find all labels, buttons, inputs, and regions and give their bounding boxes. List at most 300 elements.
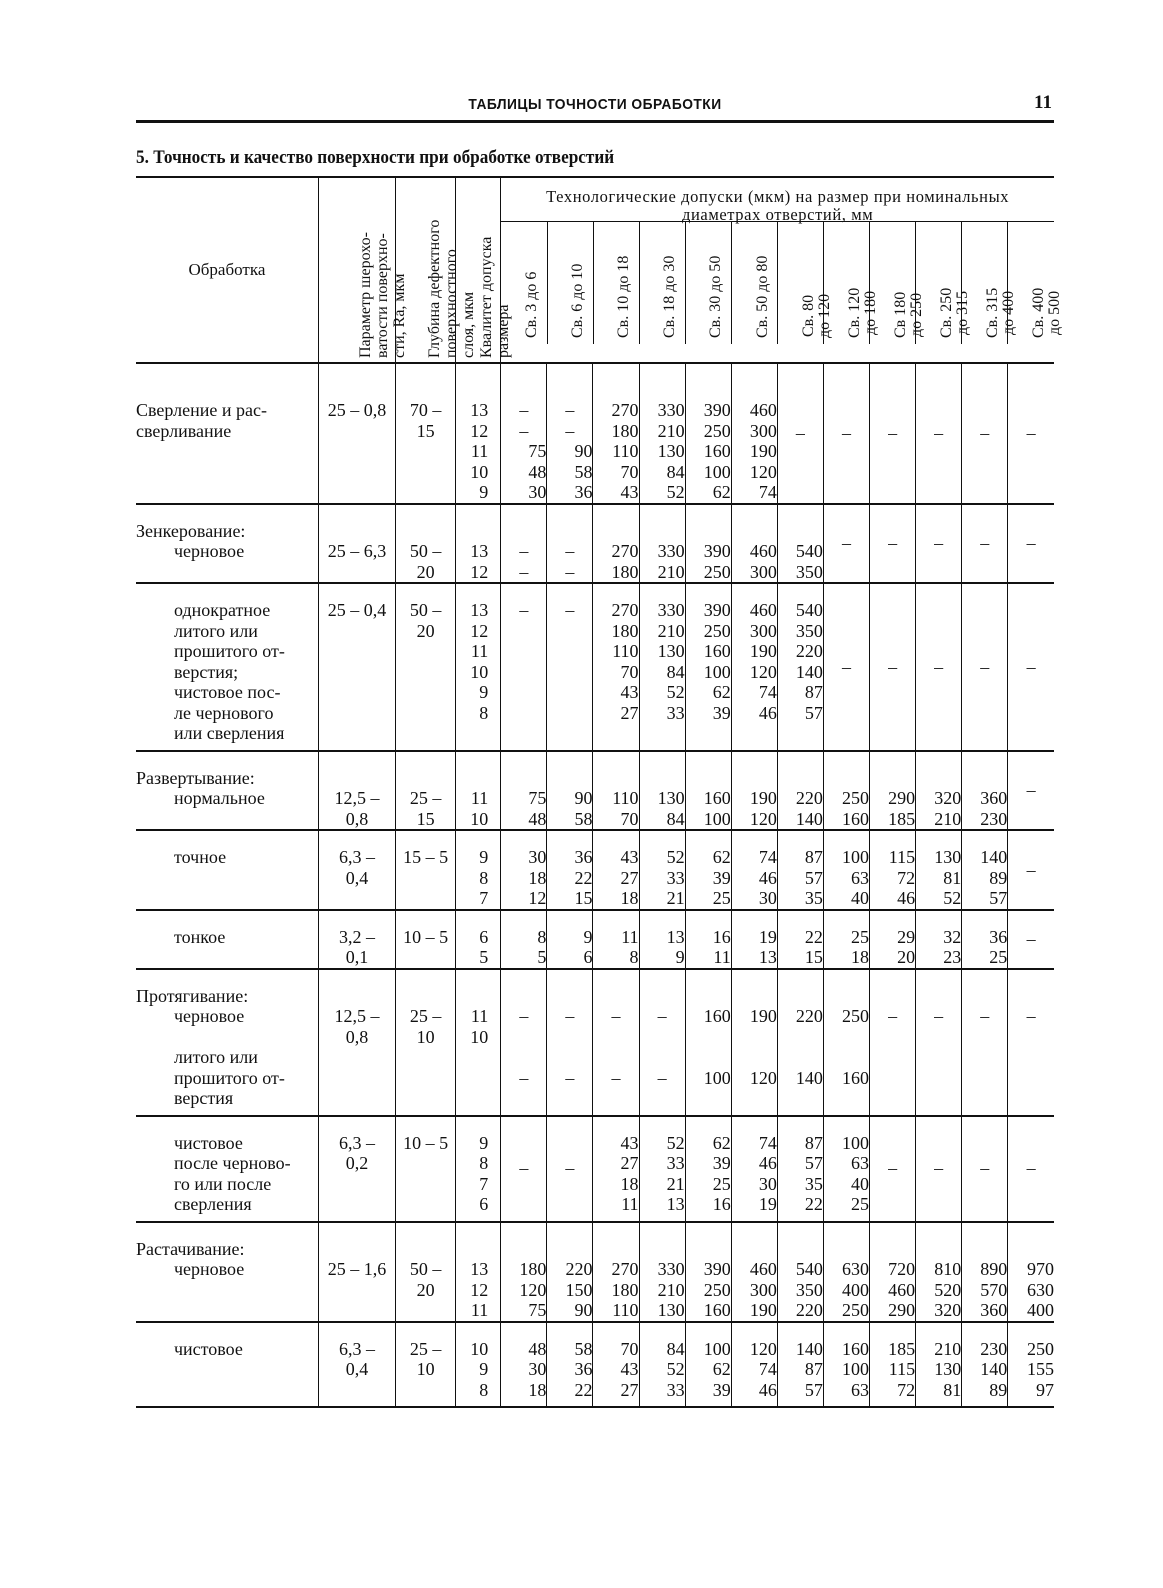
page-number: 11 [1034,92,1052,113]
tolerance-value: – [1026,1006,1036,1026]
roughness-value: 0,1 [345,947,369,967]
tolerance-value: 520 [934,1279,962,1300]
grade-value: 13 [470,600,489,620]
tolerance-value: 120 [749,461,777,482]
tolerance-value: 35 [804,1173,823,1194]
tolerance-dash: – [934,423,944,443]
roughness-cell [318,751,395,831]
tolerance-value [778,1027,823,1048]
depth-value: 15 [416,420,435,441]
tolerance-value: 210 [657,420,685,441]
tolerance-value: 22 [804,1194,823,1214]
tolerance-value: – [565,1006,575,1026]
tolerance-cell [823,830,869,910]
diameter-label [616,256,632,338]
operation-line: го или после [174,1173,272,1194]
tolerance-cell [731,830,777,910]
tolerance-value: 25 [712,1173,731,1194]
header-diameter-7 [778,222,833,344]
tolerance-value: 210 [934,808,962,829]
grade-cell [456,1116,501,1222]
grade-value: 10 [470,808,489,829]
tolerance-cell [593,969,639,1116]
tolerance-value: 36 [574,847,593,867]
operation-line: Растачивание: [136,1238,245,1259]
tolerance-cell [593,830,639,910]
tolerance-value: 220 [795,788,823,808]
tolerance-cell [731,1222,777,1322]
tolerance-cell [547,1322,593,1408]
tolerance-value: – [519,1006,529,1026]
tolerance-cell [501,910,547,969]
grade-value: 10 [470,661,489,682]
tolerance-value: 6 [583,947,593,967]
header-line: ватости поверхно- [373,233,391,358]
diameter-line: до 400 [999,290,1017,335]
diameter-label [570,264,586,338]
tolerance-value: 390 [703,541,731,561]
tolerance-value: 90 [574,788,593,808]
tolerance-value [778,1047,823,1068]
tolerance-value: 130 [657,641,685,661]
roughness-value: 6,3 – [338,847,375,867]
header-line: Квалитет допуска [478,236,496,358]
grade-value: 8 [479,702,489,723]
tolerance-cell [501,583,547,751]
header-diameter-11 [962,222,1017,344]
tolerance-cell [639,910,685,969]
diameter-line: Св. 50 до 80 [753,255,771,338]
diameter-line: до 500 [1046,290,1064,335]
tolerance-value: 250 [703,1279,731,1300]
tolerance-cell [1008,1116,1054,1222]
operation-line: или сверления [174,723,285,743]
tolerance-value: 180 [611,1279,639,1300]
tolerance-dash: – [980,423,990,443]
tolerance-value: 46 [758,1379,777,1400]
tolerance-value: 190 [749,1300,777,1320]
tolerance-cell [823,910,869,969]
tolerance-cell [593,751,639,831]
tolerance-value: 72 [897,1379,916,1400]
tolerance-cell [731,583,777,751]
diameter-label [1031,288,1063,338]
tolerance-cell [593,1116,639,1222]
tolerance-dash: – [934,1158,944,1179]
tolerance-dash: – [888,656,898,677]
tolerance-cell [547,583,593,751]
tolerance-value: 570 [980,1279,1008,1300]
tolerance-value [501,1027,546,1048]
tolerance-value: 100 [842,1359,870,1379]
roughness-value: 0,8 [345,1026,369,1047]
operation-line: ле чернового [174,702,274,723]
header-diameter-1 [501,222,547,344]
tolerance-value: 46 [758,1153,777,1173]
header-diameter-12 [1008,222,1064,344]
tolerance-value: 390 [703,1259,731,1279]
tolerance-cell [501,1222,547,1322]
grade-value: 12 [470,1279,489,1300]
operation-line: прошитого от- [174,641,285,661]
tolerance-cell [777,1322,823,1408]
operation-cell [136,1322,318,1408]
tolerance-value: 57 [804,1379,823,1400]
tolerance-value: 970 [1027,1259,1054,1279]
tolerance-value: 110 [612,641,639,661]
tolerance-cell [1008,363,1054,504]
tolerance-value: 360 [980,788,1008,808]
tolerance-cell [547,969,593,1116]
operation-line: литого или [174,1047,258,1067]
tolerance-value: 890 [980,1259,1008,1279]
tolerance-cell [916,1322,962,1408]
tolerance-cell [593,583,639,751]
depth-value: 20 [416,561,435,582]
tolerance-value: 320 [934,788,962,808]
tolerance-value: 40 [851,888,870,908]
tolerance-value: 300 [749,620,777,641]
tolerance-cell [731,504,777,584]
tolerance-cell [870,504,916,584]
tolerance-cell [777,969,823,1116]
tolerance-dash: – [795,423,805,443]
table-row [136,1116,1054,1222]
tolerance-dash: – [980,656,990,677]
depth-value: 25 – [409,1006,442,1026]
grade-value: 8 [479,1379,489,1400]
tolerance-cell [639,1116,685,1222]
tolerance-value: 155 [1027,1359,1054,1379]
table-caption: 5. Точность и качество поверхности при обработке отверстий [136,148,615,168]
tolerance-cell [870,1322,916,1408]
grade-cell [456,363,501,504]
tolerance-cell [777,1116,823,1222]
tolerance-value: 39 [712,867,731,888]
tolerance-cell [823,969,869,1116]
tolerance-value: 390 [703,600,731,620]
roughness-cell [318,363,395,504]
tolerance-cell [685,1222,731,1322]
tolerance-value: 180 [611,620,639,641]
tolerance-value: 250 [842,1300,870,1320]
tolerance-value: 30 [758,1173,777,1194]
tolerance-value: 160 [703,441,731,461]
tolerance-value: 180 [611,561,639,582]
table-row [136,583,1054,751]
tolerance-value: 100 [703,1067,731,1088]
tolerance-cell [593,363,639,504]
tolerance-value: 63 [851,1379,870,1400]
tolerance-value: 250 [703,620,731,641]
tolerance-value: 8 [537,926,547,947]
roughness-value: 25 – 6,3 [327,541,387,561]
tolerance-value [501,1047,546,1068]
diameter-label [755,256,771,338]
tolerance-value: 87 [804,1359,823,1379]
tolerance-value: 90 [574,441,593,461]
tolerance-cell [823,363,869,504]
diameter-line: Св. 250 [937,287,955,338]
tolerance-cell [1008,910,1054,969]
tolerance-value: 810 [934,1259,962,1279]
tolerance-cell [916,504,962,584]
tolerance-cell [1008,751,1054,831]
tolerance-dash: – [841,533,851,553]
grade-value: 13 [470,541,489,561]
tolerance-value: 100 [842,1132,870,1153]
tolerance-cell [823,751,869,831]
diameter-label [524,272,540,338]
tolerance-value: 46 [897,888,916,908]
tolerance-value: 52 [666,482,685,502]
diameter-line: Св. 3 до 6 [523,271,541,338]
depth-cell [396,504,456,584]
tolerance-value: 130 [934,847,962,867]
grade-value: 12 [470,420,489,441]
tolerance-cell [916,910,962,969]
tolerance-cell [777,910,823,969]
tolerance-cell [685,1116,731,1222]
tolerance-value: 350 [795,1279,823,1300]
operation-line: сверления [174,1194,252,1214]
header-line: слоя, мкм [459,291,477,358]
tolerance-cell [870,969,916,1116]
tolerance-value: 220 [795,641,823,661]
roughness-cell [318,1116,395,1222]
header-line: размера [495,304,513,358]
tolerance-value: 13 [666,1194,685,1214]
operation-line: Сверление и рас- [136,400,267,420]
tolerance-cell [731,910,777,969]
tolerance-value: 75 [528,788,547,808]
tolerance-cell [731,363,777,504]
tolerance-value: – [519,420,529,441]
tolerance-value: – [980,1006,990,1026]
tolerance-cell [916,1116,962,1222]
tolerance-value: 140 [795,661,823,682]
grade-cell [456,910,501,969]
tolerance-cell [870,363,916,504]
tolerance-value: – [565,1067,575,1088]
tolerance-value: 16 [712,1194,731,1214]
tolerance-value: 40 [851,1173,870,1194]
header-diameter-3 [593,222,639,344]
tolerance-dash: – [934,656,944,677]
tolerance-dash: – [888,533,898,553]
tolerance-value: 29 [897,926,916,947]
tolerance-cell [777,363,823,504]
tolerance-value: 84 [666,661,685,682]
tolerance-cell [639,363,685,504]
tolerance-value: 400 [842,1279,870,1300]
tolerance-cell [1008,969,1054,1116]
tolerance-value: 140 [980,847,1008,867]
operation-line: верстия; [174,661,239,682]
tolerance-cell [501,504,547,584]
tolerance-value: – [611,1067,621,1088]
tolerance-value: 89 [989,867,1008,888]
tolerance-value: 250 [842,788,870,808]
header-roughness [318,177,408,363]
tolerance-value: 300 [749,1279,777,1300]
tolerance-value: 350 [795,561,823,582]
tolerance-dash: – [980,533,990,553]
tolerance-cell [501,1116,547,1222]
tolerance-cell [962,830,1008,910]
header-line: Параметр шерохо- [356,232,374,358]
tolerance-value: 97 [1036,1379,1054,1400]
tolerance-value [640,1047,685,1068]
tolerance-cell [870,1116,916,1222]
tolerance-value: 30 [528,1359,547,1379]
tolerance-value: 220 [795,1006,823,1026]
tolerance-value: 130 [934,1359,962,1379]
diameter-line: Св. 18 до 30 [661,255,679,338]
tolerance-value: 9 [583,926,593,947]
depth-value: 10 [416,1359,435,1379]
tolerance-value: – [565,400,575,420]
tolerance-value: – [519,600,529,620]
tolerance-cell [685,504,731,584]
tolerance-value: 57 [804,1153,823,1173]
tolerance-cell [1008,830,1054,910]
tolerance-value: 190 [749,441,777,461]
tolerance-value: 160 [703,1006,731,1026]
tolerance-value: 75 [528,1300,547,1320]
header-diameter-4 [639,222,685,344]
tolerance-value: 185 [888,808,916,829]
tolerance-cell [639,969,685,1116]
tolerance-value: 87 [804,682,823,702]
depth-value: 15 [416,808,435,829]
grade-value: 11 [470,1300,489,1320]
tolerance-value: 540 [795,1259,823,1279]
operation-cell [136,830,318,910]
tolerance-cell [962,504,1008,584]
tolerance-value: 52 [666,1359,685,1379]
tolerance-value [593,1047,638,1068]
tolerance-value: 250 [703,561,731,582]
tolerance-cell [639,583,685,751]
tolerance-cell [870,1222,916,1322]
tolerance-value: 190 [749,788,777,808]
tolerance-value: 19 [758,1194,777,1214]
tolerance-value: 33 [666,867,685,888]
tolerance-value: 110 [612,441,639,461]
tolerance-value: 320 [934,1300,962,1320]
grade-value: 9 [479,1359,489,1379]
tolerance-value: – [565,420,575,441]
operation-line: Протягивание: [136,985,249,1006]
operation-line: чистовое [174,1132,243,1153]
tolerance-value: 11 [621,1194,639,1214]
diameter-line: Св 180 [891,291,909,338]
tolerance-dash: – [980,1158,990,1179]
tolerance-value: 100 [703,461,731,482]
grade-value: 12 [470,561,489,582]
tolerance-value: – [565,600,575,620]
tolerance-cell [962,1116,1008,1222]
tolerance-cell [547,363,593,504]
tolerance-value: 70 [620,461,639,482]
header-diameter-10 [916,222,971,344]
tolerance-value: 84 [666,1338,685,1359]
grade-value: 7 [479,888,489,908]
tolerance-value [547,1047,592,1068]
table-row [136,751,1054,831]
tolerance-value: 58 [574,461,593,482]
tolerance-value: 270 [611,541,639,561]
tolerance-cell [593,504,639,584]
tolerance-cell [823,504,869,584]
grade-value: 11 [470,641,489,661]
tolerance-value: 13 [758,947,777,967]
tolerance-value: 230 [980,1338,1008,1359]
tolerance-value: 74 [758,682,777,702]
tolerance-value: 9 [675,947,685,967]
header-row [136,177,1054,363]
tolerance-dash: – [1026,423,1036,443]
tolerance-value: 100 [842,847,870,867]
header-line: поверхностного [442,249,460,358]
header-tolerances [501,177,1064,363]
tolerance-value: 33 [666,702,685,723]
tolerance-cell [685,751,731,831]
tolerance-value [686,1027,731,1048]
tolerance-cell [777,504,823,584]
tolerance-value: 32 [943,926,962,947]
tolerance-value: 160 [703,641,731,661]
tolerance-value: 25 [712,888,731,908]
grade-value: 11 [470,788,489,808]
tolerance-value: 74 [758,1132,777,1153]
tolerance-value: 115 [888,847,916,867]
roughness-value: 25 – 0,4 [327,600,387,620]
tolerance-value: 18 [620,1173,639,1194]
operation-line: черновое [174,541,245,561]
tolerance-cell [916,830,962,910]
operation-line: тонкое [174,926,226,947]
tolerance-value: 130 [657,1300,685,1320]
tolerance-value: 25 [851,926,870,947]
tolerance-value: 52 [666,1132,685,1153]
tolerance-value: 630 [1027,1279,1054,1300]
grade-value: 9 [479,482,489,502]
tolerance-value: 43 [620,1359,639,1379]
header-defect-depth [396,177,477,363]
roughness-value: 0,4 [345,1359,369,1379]
operation-line: нормальное [174,788,265,808]
tolerance-value: 160 [703,1300,731,1320]
tolerance-cell [685,1322,731,1408]
tolerance-cell [962,969,1008,1116]
tolerance-value: 46 [758,702,777,723]
tolerance-cell [1008,1222,1054,1322]
tolerance-value: 27 [620,702,639,723]
tolerance-value: 180 [611,420,639,441]
tolerance-cell [547,751,593,831]
tolerance-cell [639,1222,685,1322]
tolerance-value [824,1027,869,1048]
diameter-label [662,256,678,338]
diameter-line: Св. 80 [799,294,817,338]
tolerance-value: 210 [657,1279,685,1300]
roughness-cell [318,583,395,751]
tolerance-value: 27 [620,1379,639,1400]
tolerance-value [593,1027,638,1048]
tolerance-value: 46 [758,867,777,888]
